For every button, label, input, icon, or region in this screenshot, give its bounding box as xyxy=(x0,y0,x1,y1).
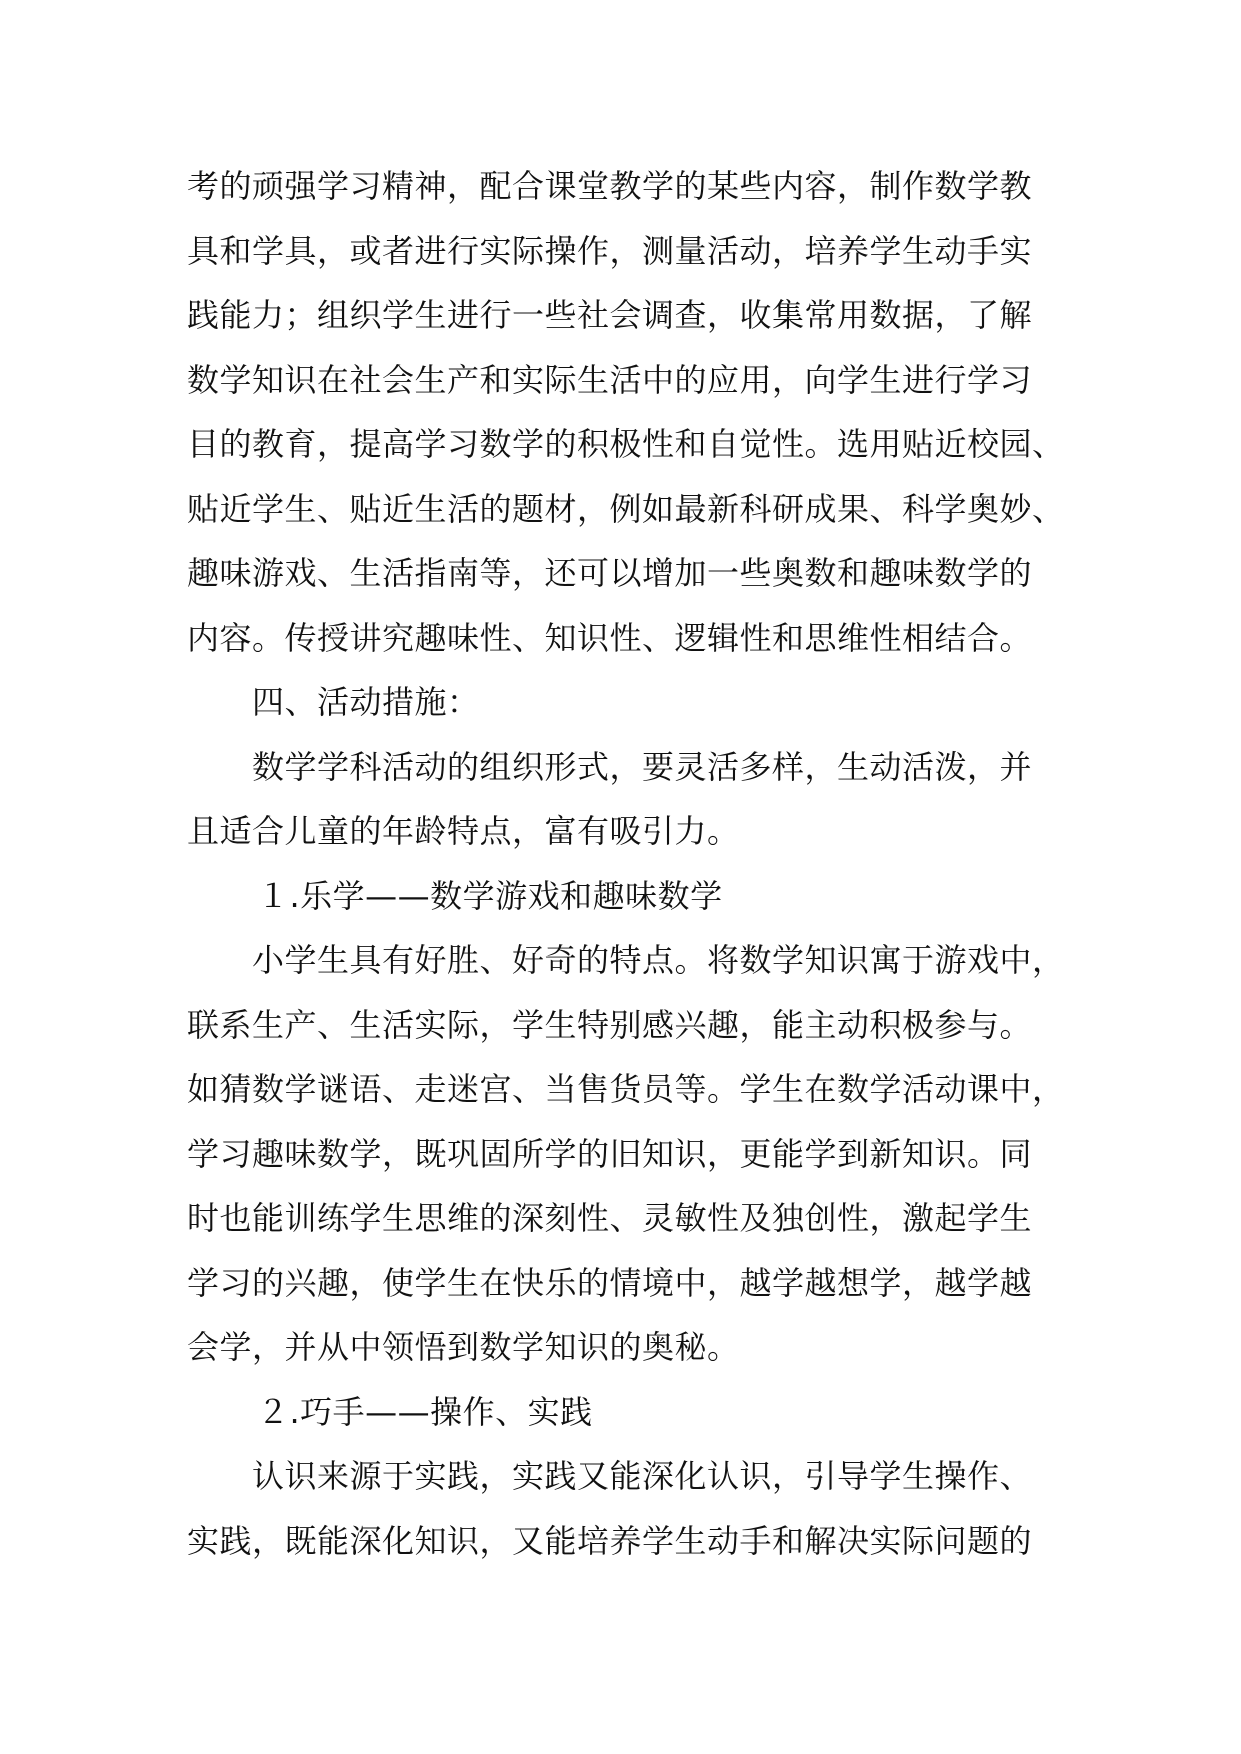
body-line: 如猜数学谜语、走迷宫、当售货员等。学生在数学活动课中， xyxy=(187,1070,1065,1108)
subsection-heading: １.乐学——数学游戏和趣味数学 xyxy=(257,876,723,915)
body-line: 会学，并从中领悟到数学知识的奥秘。 xyxy=(187,1328,740,1366)
body-line: 贴近学生、贴近生活的题材，例如最新科研成果、科学奥妙、 xyxy=(187,489,1065,528)
document-body xyxy=(187,154,1087,1573)
body-line: 考的顽强学习精神，配合课堂教学的某些内容，制作数学教 xyxy=(187,167,1033,205)
body-line: 目的教育，提高学习数学的积极性和自觉性。选用贴近校园、 xyxy=(187,425,1065,463)
body-line: 联系生产、生活实际，学生特别感兴趣，能主动积极参与。 xyxy=(187,1005,1033,1044)
body-line: 趣味游戏、生活指南等，还可以增加一些奥数和趣味数学的 xyxy=(187,554,1033,592)
body-line: 践能力；组织学生进行一些社会调查，收集常用数据，了解 xyxy=(187,296,1033,334)
paragraph-first-line: 小学生具有好胜、好奇的特点。将数学知识寓于游戏中， xyxy=(252,941,1065,979)
body-line: 学习的兴趣，使学生在快乐的情境中，越学越想学，越学越 xyxy=(187,1263,1033,1302)
body-line: 实践，既能深化知识，又能培养学生动手和解决实际问题的 xyxy=(187,1521,1033,1560)
body-line: 内容。传授讲究趣味性、知识性、逻辑性和思维性相结合。 xyxy=(187,618,1033,657)
body-line: 且适合儿童的年龄特点，富有吸引力。 xyxy=(187,812,740,850)
section-heading: 四、活动措施： xyxy=(252,683,480,721)
paragraph-first-line: 数学学科活动的组织形式，要灵活多样，生动活泼，并 xyxy=(252,747,1033,786)
body-line: 学习趣味数学，既巩固所学的旧知识，更能学到新知识。同 xyxy=(187,1134,1033,1173)
body-line: 数学知识在社会生产和实际生活中的应用，向学生进行学习 xyxy=(187,360,1033,399)
subsection-heading: ２.巧手——操作、实践 xyxy=(257,1392,593,1431)
paragraph-first-line: 认识来源于实践，实践又能深化认识，引导学生操作、 xyxy=(252,1457,1033,1495)
body-line: 时也能训练学生思维的深刻性、灵敏性及独创性，激起学生 xyxy=(187,1199,1033,1237)
body-line: 具和学具，或者进行实际操作，测量活动，培养学生动手实 xyxy=(187,231,1033,270)
